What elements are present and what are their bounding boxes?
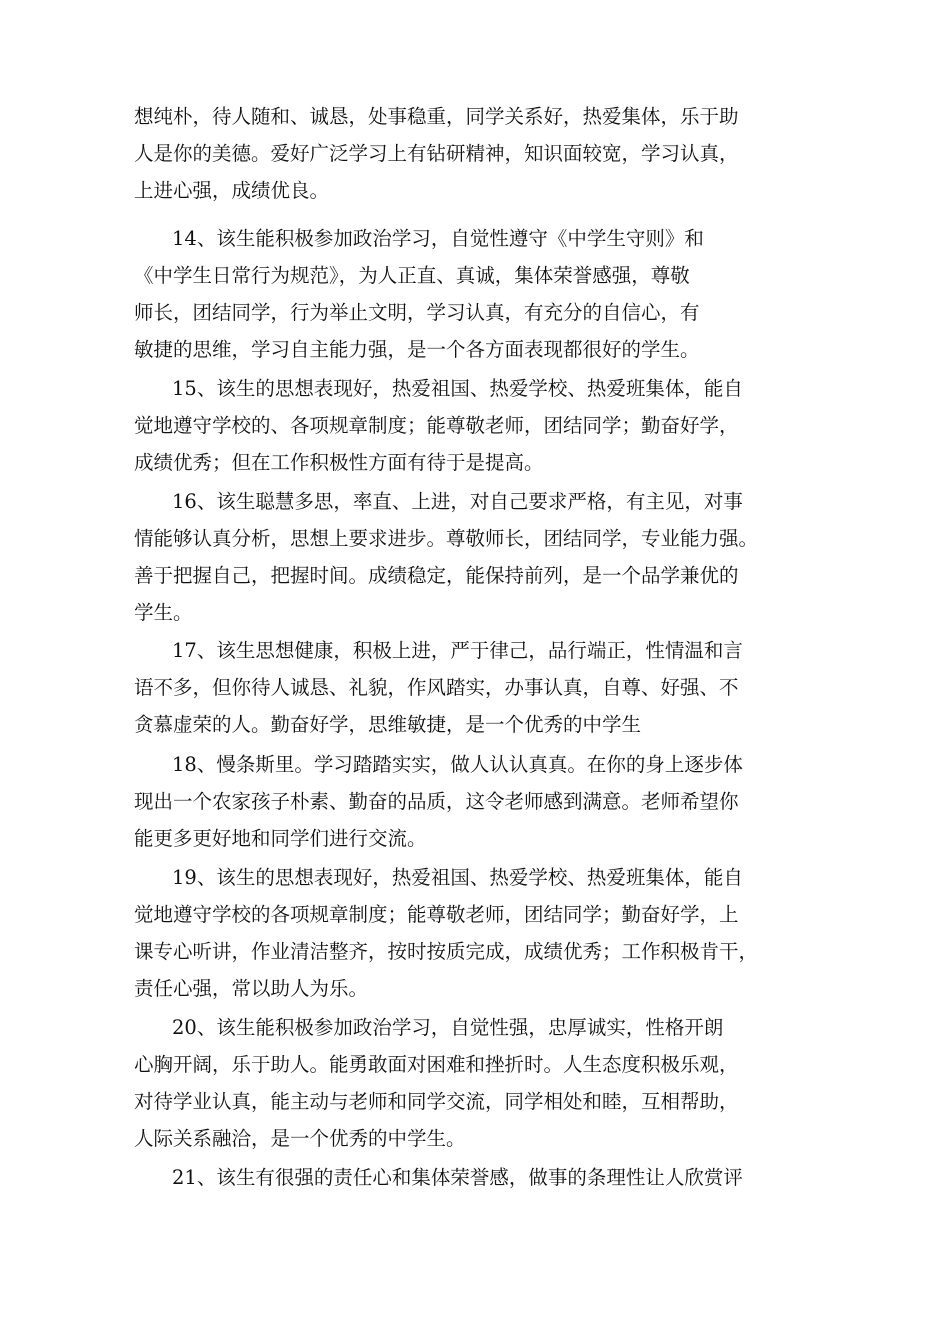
text-line: 21、该生有很强的责任心和集体荣誉感，做事的条理性让人欣赏评 — [172, 1166, 743, 1189]
text-line: 15、该生的思想表现好，热爱祖国、热爱学校、热爱班集体，能自 — [172, 377, 743, 400]
text-line: 贪慕虚荣的人。勤奋好学，思维敏捷，是一个优秀的中学生 — [134, 713, 642, 736]
paragraph-continued — [134, 98, 854, 209]
text-line: 14、该生能积极参加政治学习，自觉性遵守《中学生守则》和 — [172, 227, 704, 250]
text-line: 成绩优秀；但在工作积极性方面有待于是提高。 — [134, 451, 544, 474]
paragraph-18 — [134, 746, 854, 857]
text-line: 16、该生聪慧多思，率直、上进，对自己要求严格，有主见，对事 — [172, 490, 743, 513]
paragraph-19 — [134, 859, 854, 1007]
text-line: 语不多，但你待人诚恳、礼貌，作风踏实，办事认真，自尊、好强、不 — [134, 676, 739, 699]
paragraph-21 — [134, 1159, 854, 1196]
paragraph-14 — [134, 220, 854, 368]
paragraph-15 — [134, 370, 854, 481]
text-line: 人际关系融洽，是一个优秀的中学生。 — [134, 1127, 466, 1150]
text-line: 师长，团结同学，行为举止文明，学习认真，有充分的自信心，有 — [134, 301, 700, 324]
text-line: 上进心强，成绩优良。 — [134, 179, 330, 202]
text-line: 情能够认真分析，思想上要求进步。尊敬师长，团结同学，专业能力强。 — [134, 527, 759, 550]
paragraph-20 — [134, 1009, 854, 1157]
text-line: 心胸开阔，乐于助人。能勇敢面对困难和挫折时。人生态度积极乐观， — [134, 1053, 739, 1076]
text-line: 对待学业认真，能主动与老师和同学交流，同学相处和睦，互相帮助， — [134, 1090, 739, 1113]
text-line: 18、慢条斯里。学习踏踏实实，做人认认真真。在你的身上逐步体 — [172, 753, 743, 776]
text-line: 善于把握自己，把握时间。成绩稳定，能保持前列，是一个品学兼优的 — [134, 564, 739, 587]
paragraph-16 — [134, 483, 854, 631]
text-line: 学生。 — [134, 601, 193, 624]
text-line: 《中学生日常行为规范》，为人正直、真诚，集体荣誉感强，尊敬 — [134, 264, 690, 287]
text-line: 责任心强，常以助人为乐。 — [134, 977, 369, 1000]
text-line: 觉地遵守学校的各项规章制度；能尊敬老师，团结同学；勤奋好学，上 — [134, 903, 739, 926]
text-line: 能更多更好地和同学们进行交流。 — [134, 827, 427, 850]
text-line: 人是你的美德。爱好广泛学习上有钻研精神，知识面较宽，学习认真， — [134, 142, 739, 165]
text-line: 19、该生的思想表现好，热爱祖国、热爱学校、热爱班集体，能自 — [172, 866, 743, 889]
text-line: 17、该生思想健康，积极上进，严于律己，品行端正，性情温和言 — [172, 639, 743, 662]
text-line: 敏捷的思维，学习自主能力强，是一个各方面表现都很好的学生。 — [134, 338, 700, 361]
paragraph-17 — [134, 632, 854, 743]
text-line: 想纯朴，待人随和、诚恳，处事稳重，同学关系好，热爱集体，乐于助 — [134, 105, 739, 128]
text-line: 现出一个农家孩子朴素、勤奋的品质，这令老师感到满意。老师希望你 — [134, 790, 739, 813]
text-line: 20、该生能积极参加政治学习，自觉性强，忠厚诚实，性格开朗 — [172, 1016, 724, 1039]
text-line: 觉地遵守学校的、各项规章制度；能尊敬老师，团结同学；勤奋好学， — [134, 414, 739, 437]
text-line: 课专心听讲，作业清洁整齐，按时按质完成，成绩优秀；工作积极肯干， — [134, 940, 759, 963]
